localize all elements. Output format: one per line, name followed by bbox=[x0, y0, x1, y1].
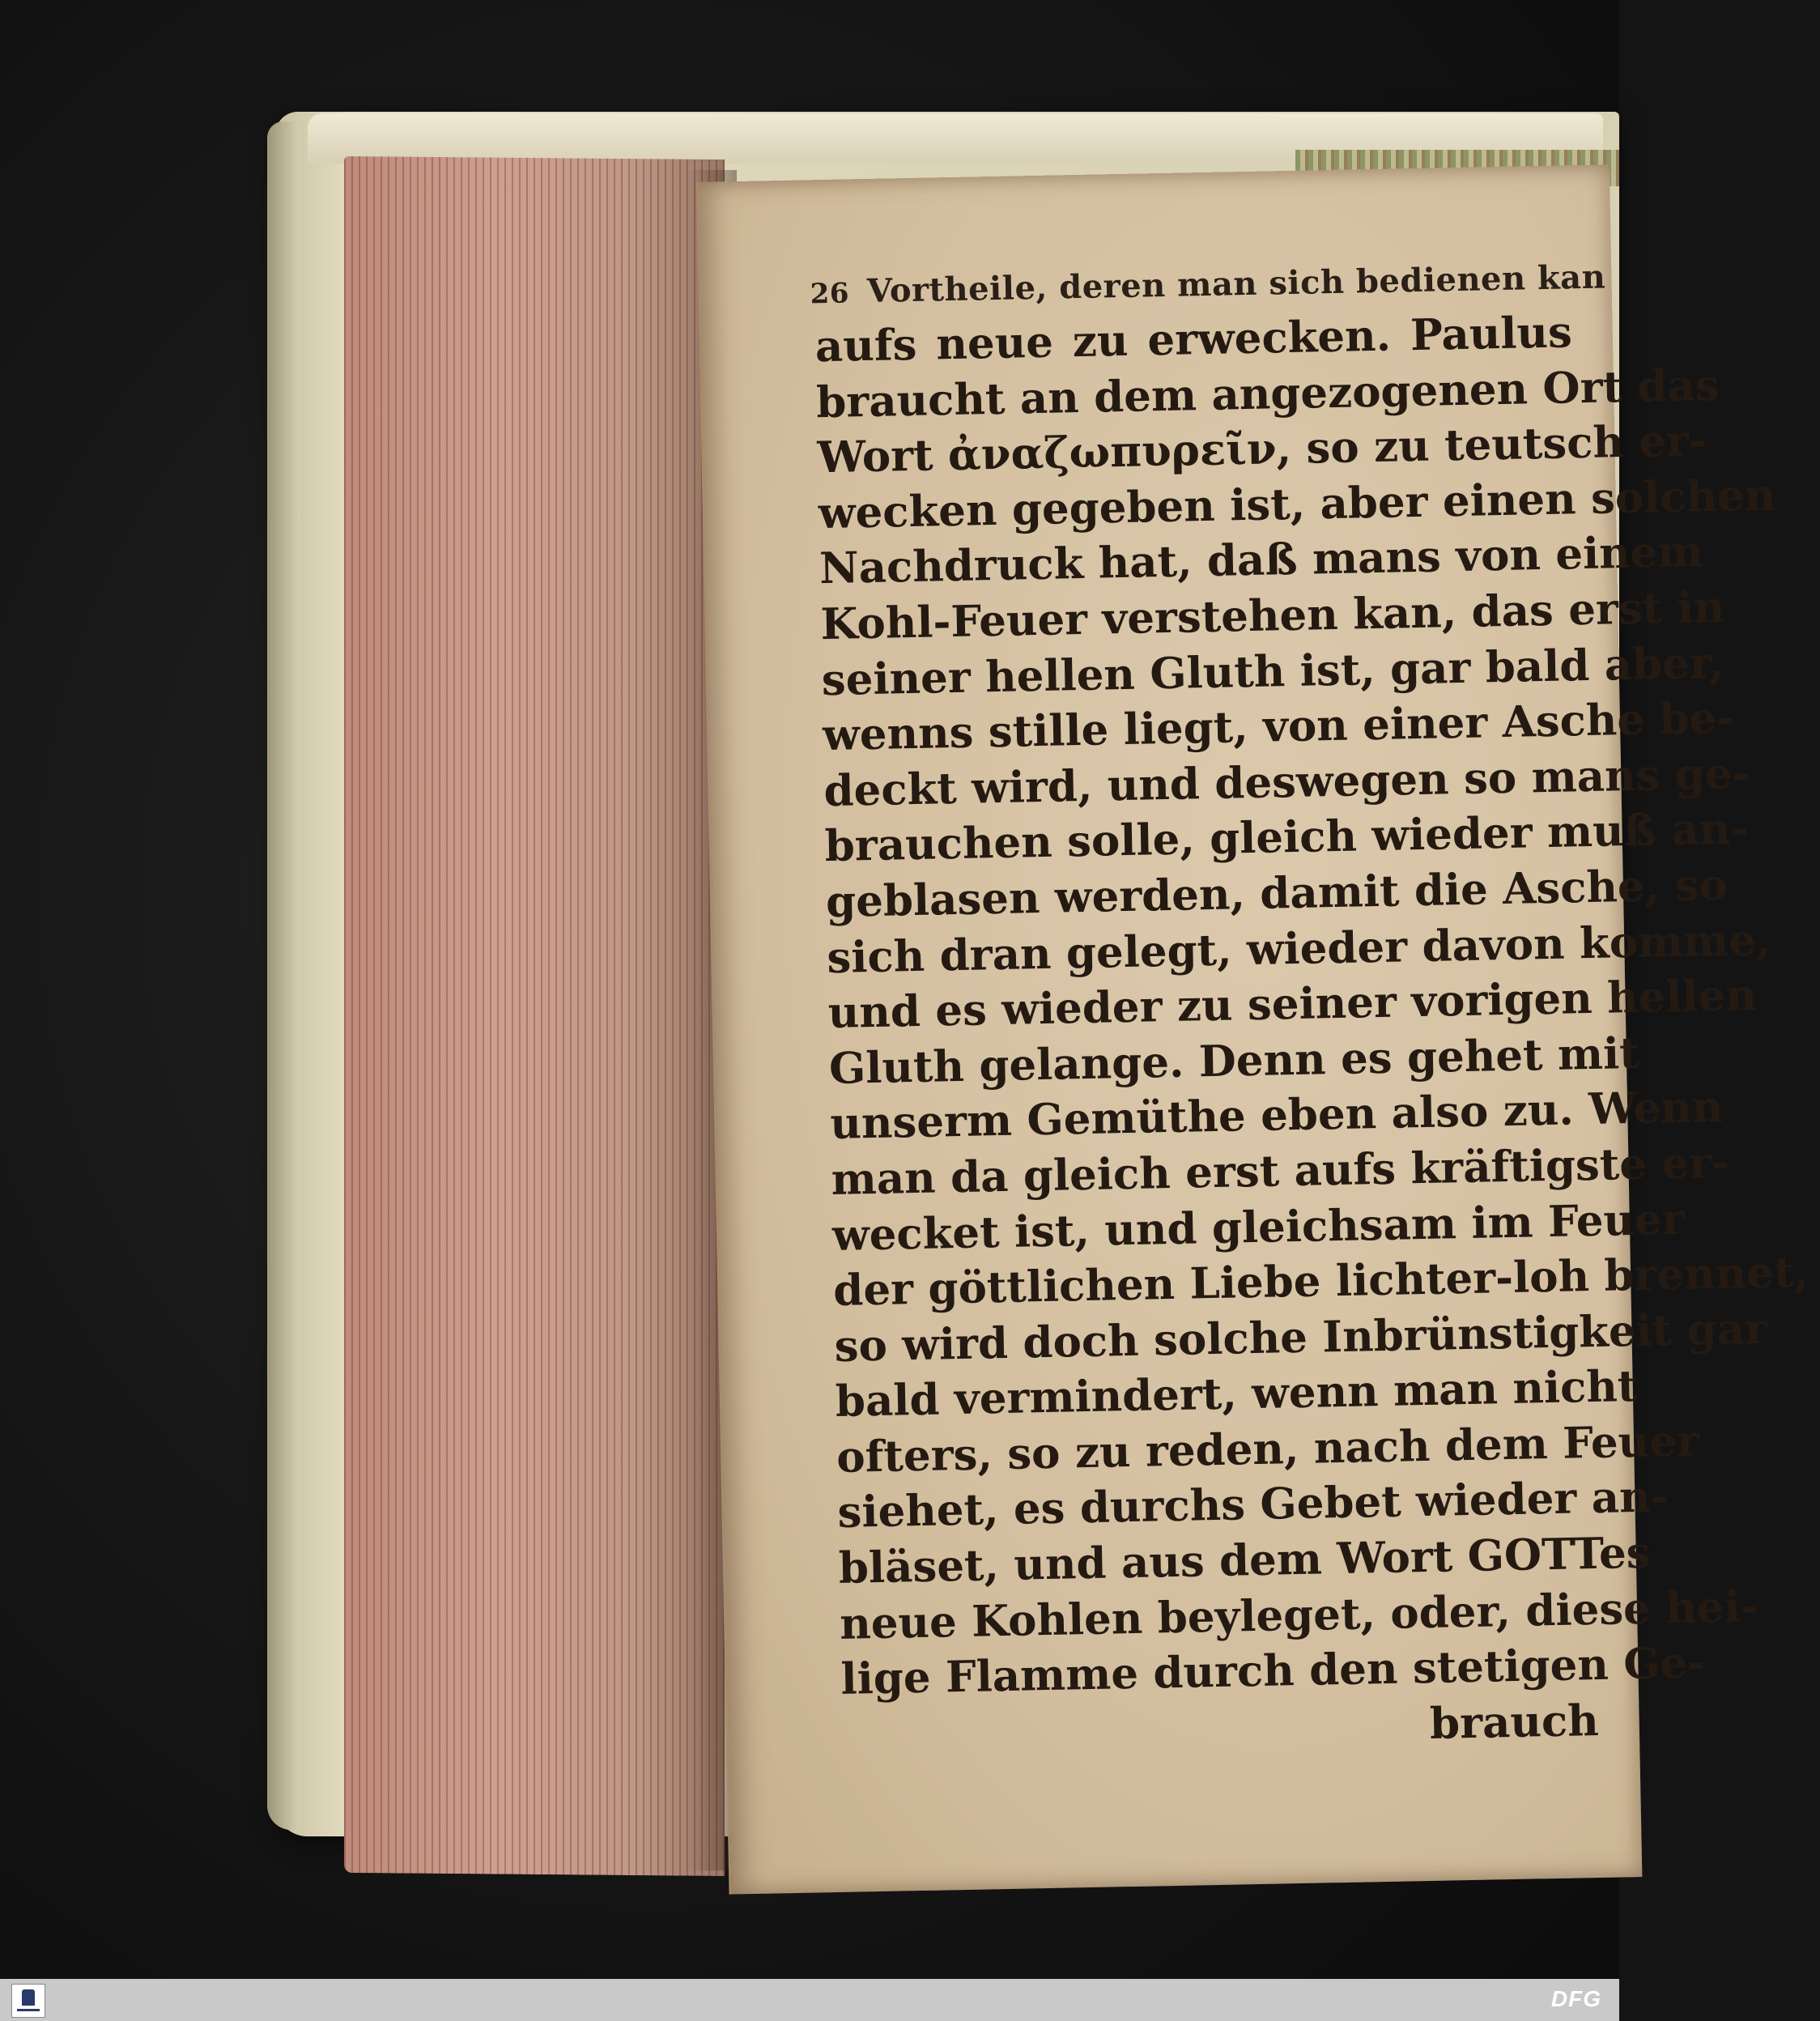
text-line: seiner hellen Gluth ist, gar bald aber, bbox=[821, 637, 1724, 705]
text-line: man da gleich erst aufs kräftigste er- bbox=[831, 1137, 1730, 1205]
page-block-edges bbox=[344, 156, 725, 1876]
text-line: Gluth gelange. Denn es gehet mit bbox=[828, 1028, 1640, 1094]
text-line: ofters, so zu reden, nach dem Feuer bbox=[836, 1415, 1700, 1483]
book-spine-edge bbox=[267, 121, 300, 1830]
text-line: sich dran gelegt, wieder davon komme, bbox=[826, 914, 1771, 983]
text-line: und es wieder zu seiner vorigen hellen bbox=[827, 970, 1758, 1039]
text-line: bläset, und aus dem Wort GOTTes bbox=[838, 1527, 1652, 1593]
text-line: siehet, es durchs Gebet wieder an- bbox=[836, 1471, 1669, 1538]
running-head-title: Vortheile, deren man sich bedienen kan bbox=[866, 257, 1606, 310]
text-line: neue Kohlen beyleget, oder, diese hei- bbox=[839, 1581, 1759, 1649]
dfg-logo: DFG bbox=[1550, 1986, 1601, 2011]
page-body bbox=[814, 304, 1809, 1763]
text-line: so wird doch solche Inbrünstigkeit gar bbox=[834, 1303, 1768, 1372]
catchword: brauch bbox=[1429, 1695, 1600, 1749]
book-page bbox=[696, 164, 1809, 1894]
text-line: Wort ἀναζωπυρεῖν, so zu teutsch er- bbox=[816, 415, 1707, 483]
text-line: deckt wird, und deswegen so mans ge- bbox=[823, 747, 1751, 816]
text-line: bald vermindert, wenn man nicht bbox=[835, 1361, 1638, 1427]
text-line: unserm Gemüthe eben also zu. Wenn bbox=[829, 1082, 1724, 1150]
institution-seal-icon bbox=[11, 1984, 45, 2018]
text-line: brauchen solle, gleich wieder muß an- bbox=[824, 803, 1749, 872]
text-line: braucht an dem angezogenen Ort das bbox=[815, 360, 1720, 428]
text-line: wenns stille liegt, von einer Asche be- bbox=[822, 692, 1735, 761]
text-line: lige Flamme durch den stetigen Ge- bbox=[840, 1637, 1706, 1705]
text-line: Nachdruck hat, daß mans von einem bbox=[819, 526, 1704, 594]
text-line: aufs neue zu erwecken. Paulus bbox=[814, 307, 1573, 372]
viewer-footer bbox=[0, 1979, 1619, 2021]
text-line: Kohl-Feuer verstehen kan, das erst in bbox=[819, 581, 1725, 650]
running-head bbox=[810, 257, 1606, 311]
text-line: wecket ist, und gleichsam im Feuer bbox=[831, 1193, 1686, 1261]
text-line: der göttlichen Liebe lichter-loh brennet, bbox=[832, 1246, 1809, 1317]
text-line: wecken gegeben ist, aber einen solchen bbox=[818, 470, 1776, 538]
text-line: geblasen werden, damit die Asche, so bbox=[825, 859, 1729, 928]
page-number: 26 bbox=[810, 277, 850, 311]
